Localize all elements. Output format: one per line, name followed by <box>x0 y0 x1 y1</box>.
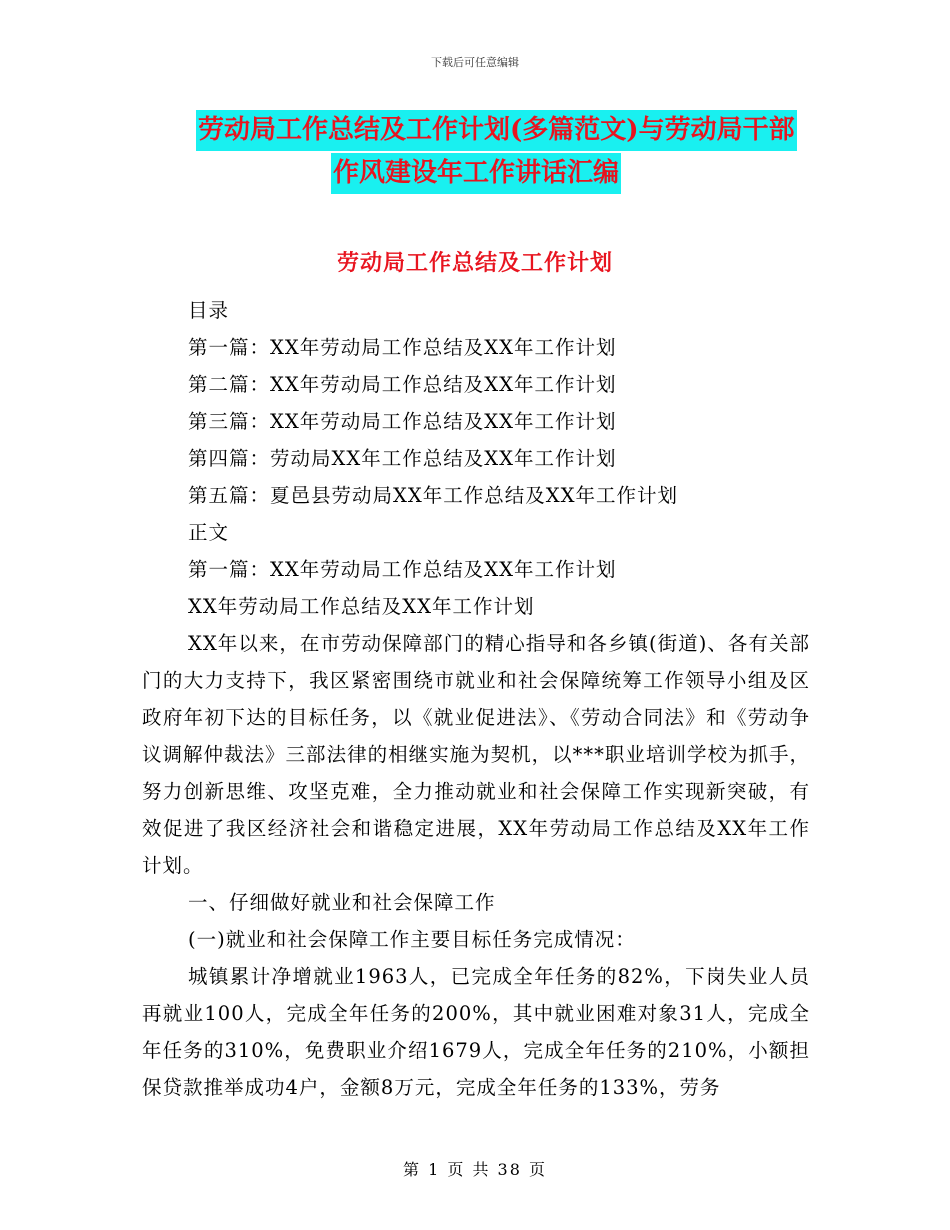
title-line-1: 劳动局工作总结及工作计划(多篇范文)与劳动局干部 <box>196 110 797 151</box>
page-header-note: 下载后可任意编辑 <box>431 56 519 69</box>
section-subtitle: 劳动局工作总结及工作计划 <box>336 250 613 276</box>
title-line-2: 作风建设年工作讲话汇编 <box>331 153 621 194</box>
toc-item-5: 第五篇：夏邑县劳动局XX年工作总结及XX年工作计划 <box>188 484 679 507</box>
toc-item-4: 第四篇：劳动局XX年工作总结及XX年工作计划 <box>188 447 617 470</box>
doc-title: XX年劳动局工作总结及XX年工作计划 <box>188 595 535 618</box>
section-heading-1: 一、仔细做好就业和社会保障工作 <box>188 891 496 914</box>
document-body <box>142 292 810 1106</box>
chapter-heading: 第一篇：XX年劳动局工作总结及XX年工作计划 <box>188 558 617 581</box>
body-label: 正文 <box>188 521 230 544</box>
paragraph-stats: 城镇累计净增就业1963人，已完成全年任务的82%，下岗失业人员再就业100人，完成全年任务的200%，其中就业困难对象31人，完成全年任务的310%，免费职业介绍1679人，完成全年任务的210%，小额担保贷款推举成功4户，金额8万元，完成全年任务的133%，劳务 <box>142 965 810 1099</box>
page-footer: 第 1 页 共 38 页 <box>403 1160 547 1179</box>
paragraph-intro: XX年以来，在市劳动保障部门的精心指导和各乡镇(街道)、各有关部门的大力支持下，我区紧密围绕市就业和社会保障统筹工作领导小组及区政府年初下达的目标任务，以《就业促进法》、《劳动合同法》和《劳动争议调解仲裁法》三部法律的相继实施为契机，以***职业培训学校为抓手，努力创新思维、攻坚克难，全力推动就业和社会保障工作实现新突破，有效促进了我区经济社会和谐稳定进展，XX年劳动局工作总结及XX年工作计划。 <box>142 632 810 877</box>
toc-item-1: 第一篇：XX年劳动局工作总结及XX年工作计划 <box>188 336 617 359</box>
toc-item-3: 第三篇：XX年劳动局工作总结及XX年工作计划 <box>188 410 617 433</box>
toc-heading: 目录 <box>188 299 230 322</box>
subsection-heading-1: (一)就业和社会保障工作主要目标任务完成情况： <box>188 928 636 951</box>
toc-item-2: 第二篇：XX年劳动局工作总结及XX年工作计划 <box>188 373 617 396</box>
document-title <box>0 110 950 194</box>
